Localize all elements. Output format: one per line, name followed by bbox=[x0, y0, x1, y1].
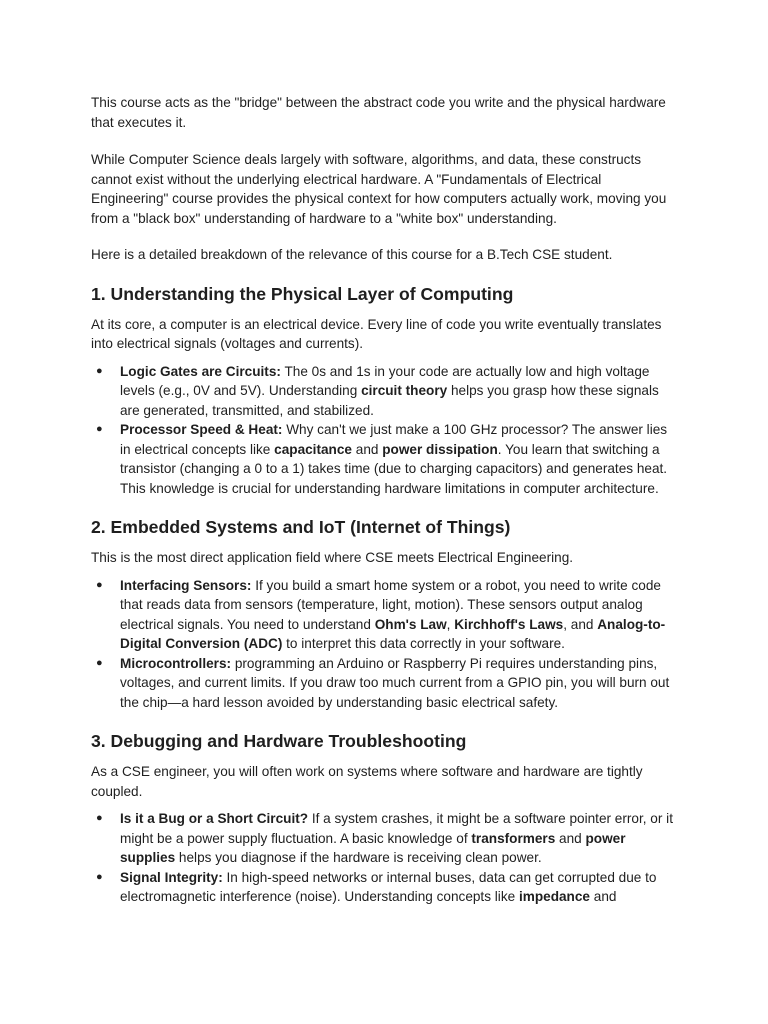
bullet-label: Signal Integrity: bbox=[120, 869, 223, 885]
bullet-icon: ● bbox=[96, 423, 103, 435]
list-item: ● Is it a Bug or a Short Circuit? If a system crashes, it might be a software pointer error, or it might be a power supply fluctuation. A basic knowledge of transformers and power supplies helps you diagnose if the hardware is receiving clean power. bbox=[96, 811, 673, 865]
keyword: Ohm's Law bbox=[374, 616, 447, 632]
keyword: impedance bbox=[518, 889, 590, 904]
list-item: ● Processor Speed & Heat: Why can't we just make a 100 GHz processor? The answer lies in electrical concepts like capacitance and power dissipation. You learn that switching a transistor (changing a 0 to a 1) takes time (due to charging capacitors) and generates heat. This knowledge is crucial for understanding hardware limitations in computer architecture. bbox=[96, 422, 668, 496]
keyword: power supplies bbox=[120, 830, 626, 865]
list-item: ● Signal Integrity: In high-speed networks or internal buses, data can get corrupted due to electromagnetic interference (noise). Understanding concepts like impedance and bbox=[96, 869, 657, 904]
keyword: Kirchhoff's Laws bbox=[454, 616, 564, 632]
document-body bbox=[91, 93, 681, 924]
keyword: transformers bbox=[471, 830, 556, 846]
intro-paragraph-1: This course acts as the "bridge" between the abstract code you write and the physical hardware that executes it. bbox=[91, 95, 666, 130]
section-1-intro: At its core, a computer is an electrical device. Every line of code you write eventually translates into electrical signals (voltages and currents). bbox=[91, 316, 662, 351]
bullet-label: Microcontrollers: bbox=[120, 655, 232, 671]
section-1-list bbox=[91, 362, 681, 499]
bullet-label: Is it a Bug or a Short Circuit? bbox=[120, 811, 309, 826]
bullet-icon: ● bbox=[96, 812, 103, 824]
intro-paragraph-3: Here is a detailed breakdown of the relevance of this course for a B.Tech CSE student. bbox=[91, 247, 613, 262]
bullet-label: Processor Speed & Heat: bbox=[120, 422, 283, 437]
section-3-intro: As a CSE engineer, you will often work on systems where software and hardware are tightly coupled. bbox=[91, 764, 643, 799]
section-3-list bbox=[91, 809, 681, 907]
keyword: power dissipation bbox=[382, 441, 498, 457]
list-item: ● Microcontrollers: programming an Arduino or Raspberry Pi requires understanding pins, voltages, and current limits. If you draw too much current from a GPIO pin, you will burn out the chip—a hard lesson avoided by understanding basic electrical safety. bbox=[96, 655, 670, 710]
section-3-heading: 3. Debugging and Hardware Troubleshooting bbox=[91, 731, 467, 751]
keyword: capacitance bbox=[274, 441, 352, 457]
section-2-intro: This is the most direct application field where CSE meets Electrical Engineering. bbox=[91, 550, 574, 565]
bullet-icon: ● bbox=[96, 364, 103, 377]
bullet-label: Logic Gates are Circuits: bbox=[120, 363, 281, 379]
bullet-label: Interfacing Sensors: bbox=[120, 577, 252, 593]
bullet-icon: ● bbox=[96, 578, 103, 591]
bullet-icon: ● bbox=[96, 870, 103, 883]
section-2-list bbox=[91, 576, 681, 713]
section-2-heading: 2. Embedded Systems and IoT (Internet of Things) bbox=[91, 517, 511, 537]
intro-paragraph-2: While Computer Science deals largely with software, algorithms, and data, these constructs cannot exist without the underlying electrical hardware. A "Fundamentals of Electrical Engineering" course provides the physical context for how computers actually work, moving you from a "black box" understanding of hardware to a "white box" understanding. bbox=[91, 152, 667, 226]
list-item: ● Interfacing Sensors: If you build a smart home system or a robot, you need to write code that reads data from sensors (temperature, light, motion). These sensors output analog electrical signals. You need to understand Ohm's Law, Kirchhoff's Laws, and Analog-to-Digital Conversion (ADC) to interpret this data correctly in your software. bbox=[96, 577, 666, 651]
section-1-heading: 1. Understanding the Physical Layer of Computing bbox=[91, 283, 514, 304]
list-item: ● Logic Gates are Circuits: The 0s and 1s in your code are actually low and high voltage levels (e.g., 0V and 5V). Understanding circuit theory helps you grasp how these signals are generated, transmitted, and stabilized. bbox=[96, 363, 659, 418]
keyword: circuit theory bbox=[361, 383, 448, 398]
keyword: Analog-to-Digital Conversion (ADC) bbox=[120, 616, 666, 651]
bullet-icon: ● bbox=[96, 656, 103, 669]
